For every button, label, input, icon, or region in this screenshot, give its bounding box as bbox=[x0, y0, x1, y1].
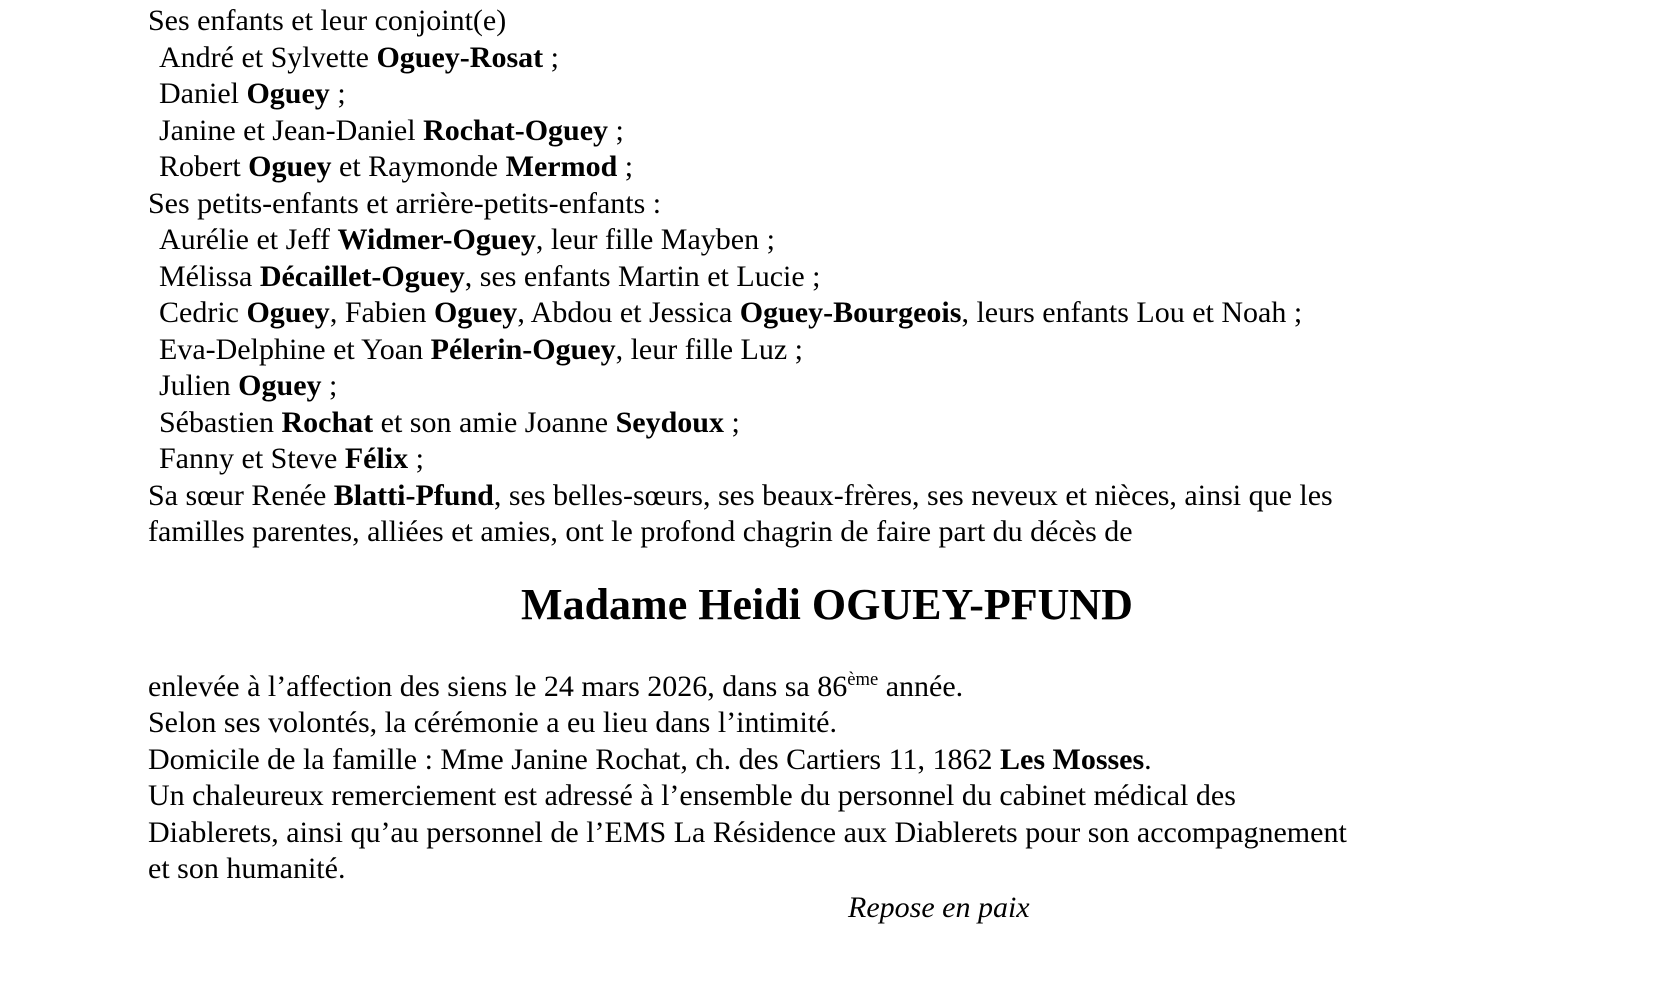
text-segment: et son humanité. bbox=[148, 852, 346, 885]
text-segment: Fanny et Steve bbox=[159, 442, 345, 475]
text-segment: Domicile de la famille : Mme Janine Rochat, ch. des Cartiers 11, 1862 bbox=[148, 742, 1000, 776]
text-segment: familles parentes, alliées et amies, ont le profond chagrin de faire part du décès de bbox=[148, 515, 1133, 548]
text-segment: ; bbox=[608, 113, 624, 147]
text-segment: ; bbox=[408, 442, 424, 475]
text-segment: ; bbox=[723, 405, 740, 439]
text-segment: ; bbox=[329, 77, 346, 110]
text-line bbox=[148, 3, 1654, 40]
text-segment: Oguey-Rosat bbox=[376, 40, 544, 74]
text-segment: Oguey bbox=[238, 369, 322, 402]
text-segment: et son amie Joanne bbox=[373, 405, 616, 439]
text-line bbox=[148, 368, 1654, 405]
text-segment: Rochat-Oguey bbox=[423, 113, 609, 147]
text-segment: , leurs enfants Lou et Noah ; bbox=[961, 296, 1303, 329]
text-segment: André et Sylvette bbox=[159, 40, 377, 74]
text-line bbox=[148, 478, 1654, 515]
text-segment: Julien bbox=[159, 369, 239, 402]
closing-phrase: Repose en paix bbox=[848, 890, 1030, 924]
text-segment: Mermod bbox=[505, 150, 618, 183]
text-segment: Un chaleureux remerciement est adressé à l’ensemble du personnel du cabinet médical des bbox=[148, 779, 1236, 812]
text-segment: Oguey bbox=[433, 296, 518, 329]
text-segment: Janine et Jean-Daniel bbox=[159, 113, 424, 147]
text-segment: Oguey bbox=[248, 150, 332, 183]
text-line bbox=[148, 851, 1654, 888]
text-segment: , Abdou et Jessica bbox=[517, 296, 740, 329]
text-segment: ; bbox=[543, 40, 559, 74]
text-segment: Diablerets, ainsi qu’au personnel de l’EMS La Résidence aux Diablerets pour son accompagnement bbox=[148, 815, 1347, 849]
text-segment: Aurélie et Jeff bbox=[159, 223, 338, 256]
text-line bbox=[148, 669, 1654, 706]
text-line bbox=[148, 778, 1654, 815]
text-line bbox=[148, 441, 1654, 478]
text-segment: Pélerin-Oguey bbox=[430, 332, 616, 366]
text-segment: , ses belles-sœurs, ses beaux-frères, ses neveux et nièces, ainsi que les bbox=[493, 478, 1333, 512]
text-segment: Mélissa bbox=[159, 259, 260, 293]
text-segment: Widmer-Oguey bbox=[337, 223, 536, 256]
text-line bbox=[148, 76, 1654, 113]
text-segment: Sa sœur Renée bbox=[148, 478, 334, 512]
text-segment: Robert bbox=[159, 150, 249, 183]
text-segment: Oguey-Bourgeois bbox=[739, 296, 962, 329]
text-segment: Selon ses volontés, la cérémonie a eu lieu dans l’intimité. bbox=[148, 706, 837, 739]
text-segment: , leur fille Mayben ; bbox=[535, 223, 775, 256]
text-segment: ; bbox=[321, 369, 338, 402]
family-list bbox=[148, 3, 1654, 551]
text-segment: et Raymonde bbox=[331, 150, 506, 183]
text-segment: . bbox=[1144, 742, 1152, 776]
text-segment: , Fabien bbox=[329, 296, 434, 329]
text-line bbox=[148, 514, 1654, 551]
text-segment: Félix bbox=[344, 442, 409, 475]
text-segment: ; bbox=[617, 150, 634, 183]
text-segment: année. bbox=[878, 669, 964, 703]
text-line bbox=[148, 295, 1654, 332]
text-segment: Les Mosses bbox=[1000, 742, 1145, 776]
text-line bbox=[148, 815, 1654, 852]
text-line bbox=[148, 259, 1654, 296]
text-line bbox=[148, 113, 1654, 150]
text-segment: Décaillet-Oguey bbox=[259, 259, 465, 293]
text-segment: Eva-Delphine et Yoan bbox=[159, 332, 431, 366]
text-segment: Oguey bbox=[246, 77, 330, 110]
text-line bbox=[148, 705, 1654, 742]
text-segment: , leur fille Luz ; bbox=[615, 332, 804, 366]
text-segment: enlevée à l’affection des siens le 24 mars 2026, dans sa 86 bbox=[148, 669, 848, 703]
text-line bbox=[148, 40, 1654, 77]
text-segment: Sébastien bbox=[159, 405, 282, 439]
text-line bbox=[148, 186, 1654, 223]
text-segment: ème bbox=[847, 668, 879, 690]
text-line bbox=[148, 222, 1654, 259]
text-line bbox=[148, 332, 1654, 369]
text-segment: , ses enfants Martin et Lucie ; bbox=[464, 259, 821, 293]
text-line bbox=[148, 149, 1654, 186]
text-segment: Blatti-Pfund bbox=[333, 478, 494, 512]
text-segment: Oguey bbox=[246, 296, 330, 329]
text-line bbox=[148, 742, 1654, 779]
text-segment: Cedric bbox=[159, 296, 247, 329]
text-segment: Daniel bbox=[159, 77, 247, 110]
text-segment: Ses enfants et leur conjoint(e) bbox=[148, 4, 507, 37]
announcement-details bbox=[148, 669, 1654, 888]
text-segment: Rochat bbox=[281, 405, 374, 439]
text-segment: Ses petits-enfants et arrière-petits-enfants : bbox=[148, 186, 662, 220]
deceased-name: Madame Heidi OGUEY-PFUND bbox=[521, 579, 1133, 629]
text-line bbox=[148, 405, 1654, 442]
text-segment: Seydoux bbox=[615, 405, 724, 439]
